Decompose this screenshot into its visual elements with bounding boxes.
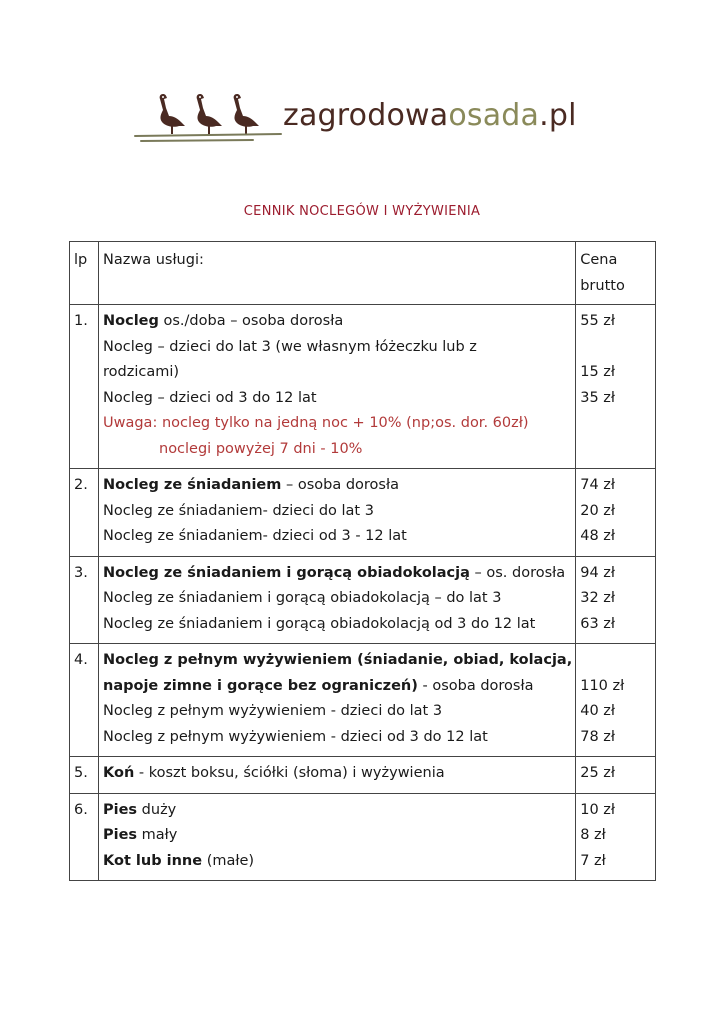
plain-text: - koszt boksu, ściółki (słoma) i wyżywienia — [134, 765, 445, 781]
description-line — [103, 473, 572, 499]
price-value: 20 zł — [580, 502, 616, 519]
header-name: Nazwa usługi: — [99, 242, 576, 305]
row-description — [99, 757, 576, 794]
row-description — [99, 469, 576, 557]
header-lp: lp — [70, 242, 99, 305]
bold-text: Pies — [103, 827, 138, 843]
description-line — [103, 849, 572, 875]
note-line: noclegi powyżej 7 dni - 10% — [159, 440, 363, 457]
row-lp: 4. — [70, 644, 99, 757]
price-value: 35 zł — [580, 389, 616, 406]
plain-text: (małe) — [202, 852, 255, 869]
price-value: 10 zł — [580, 801, 616, 818]
description-line — [103, 798, 572, 824]
bold-text: Nocleg ze śniadaniem i gorącą obiadokolacją — [103, 564, 470, 581]
row-prices — [576, 757, 656, 794]
price-value: 74 zł — [580, 477, 616, 493]
row-lp: 3. — [70, 556, 99, 644]
bold-text: Koń — [103, 765, 135, 781]
bold-text: Kot lub inne — [103, 852, 203, 869]
table-row — [70, 305, 656, 469]
price-value: 78 zł — [580, 728, 616, 745]
plain-text: – osoba dorosła — [281, 477, 399, 493]
row-prices — [576, 469, 656, 557]
table-header-row — [70, 242, 656, 305]
logo — [133, 86, 593, 150]
description-line: Nocleg – dzieci do lat 3 (we własnym łóżeczku lub z — [103, 338, 477, 355]
description-line — [103, 761, 572, 787]
description-line — [103, 309, 572, 335]
description-line: Nocleg z pełnym wyżywieniem - dzieci od 3 do 12 lat — [103, 728, 488, 745]
bold-text: Pies — [103, 801, 138, 818]
row-description — [99, 793, 576, 881]
description-line: Nocleg ze śniadaniem- dzieci do lat 3 — [103, 502, 374, 519]
description-line — [103, 823, 572, 849]
row-lp: 2. — [70, 469, 99, 557]
description-line: rodzicami) — [103, 364, 180, 380]
row-prices — [576, 305, 656, 469]
price-spacer — [580, 648, 652, 674]
row-lp: 6. — [70, 793, 99, 881]
price-value: 110 zł — [580, 677, 625, 694]
document-title: CENNIK NOCLEGÓW I WYŻYWIENIA — [243, 204, 481, 219]
row-lp: 5. — [70, 757, 99, 794]
price-value: 63 zł — [580, 615, 616, 632]
row-prices — [576, 793, 656, 881]
plain-text: mały — [137, 827, 178, 843]
price-value: 40 zł — [580, 703, 616, 719]
table-row — [70, 793, 656, 881]
logo-text-osada: osada — [448, 98, 540, 133]
price-value: 94 zł — [580, 564, 616, 581]
description-line — [103, 561, 572, 587]
price-value: 8 zł — [580, 827, 606, 843]
description-line: Nocleg ze śniadaniem i gorącą obiadokolacją od 3 do 12 lat — [103, 615, 536, 632]
plain-text: - osoba dorosła — [417, 677, 534, 694]
price-table — [69, 241, 656, 881]
logo-text-suffix: .pl — [539, 98, 577, 133]
logo-wordmark — [283, 98, 577, 133]
table-row — [70, 556, 656, 644]
row-description — [99, 644, 576, 757]
geese-logo-icon — [133, 86, 283, 150]
description-line: Nocleg – dzieci od 3 do 12 lat — [103, 389, 317, 406]
logo-text-zagrodowa: zagrodowa — [283, 98, 449, 133]
row-lp: 1. — [70, 305, 99, 469]
header-price: Cena brutto — [576, 242, 656, 305]
row-description — [99, 305, 576, 469]
price-value: 7 zł — [580, 852, 606, 869]
price-value: 55 zł — [580, 313, 616, 329]
description-line — [103, 674, 572, 700]
row-prices — [576, 556, 656, 644]
plain-text: duży — [137, 801, 177, 818]
price-spacer — [580, 335, 652, 361]
price-value: 15 zł — [580, 364, 616, 380]
price-value: 32 zł — [580, 590, 616, 606]
note-line: Uwaga: nocleg tylko na jedną noc + 10% (np;os. dor. 60zł) — [103, 415, 529, 431]
plain-text: os./doba – osoba dorosła — [158, 313, 344, 329]
bold-text: Nocleg ze śniadaniem — [103, 477, 282, 493]
bold-text: napoje zimne i gorące bez ograniczeń) — [103, 677, 418, 694]
description-line: Nocleg ze śniadaniem i gorącą obiadokolacją – do lat 3 — [103, 590, 502, 606]
bold-text: Nocleg — [103, 313, 159, 329]
table-row — [70, 469, 656, 557]
price-value: 48 zł — [580, 528, 616, 544]
description-line: Nocleg z pełnym wyżywieniem - dzieci do lat 3 — [103, 703, 443, 719]
row-prices — [576, 644, 656, 757]
description-line: Nocleg ze śniadaniem- dzieci od 3 - 12 lat — [103, 528, 407, 544]
table-row — [70, 757, 656, 794]
plain-text: – os. dorosła — [469, 564, 566, 581]
table-row — [70, 644, 656, 757]
price-value: 25 zł — [580, 765, 616, 781]
description-line: Nocleg z pełnym wyżywieniem (śniadanie, obiad, kolacja, — [103, 652, 573, 668]
row-description — [99, 556, 576, 644]
